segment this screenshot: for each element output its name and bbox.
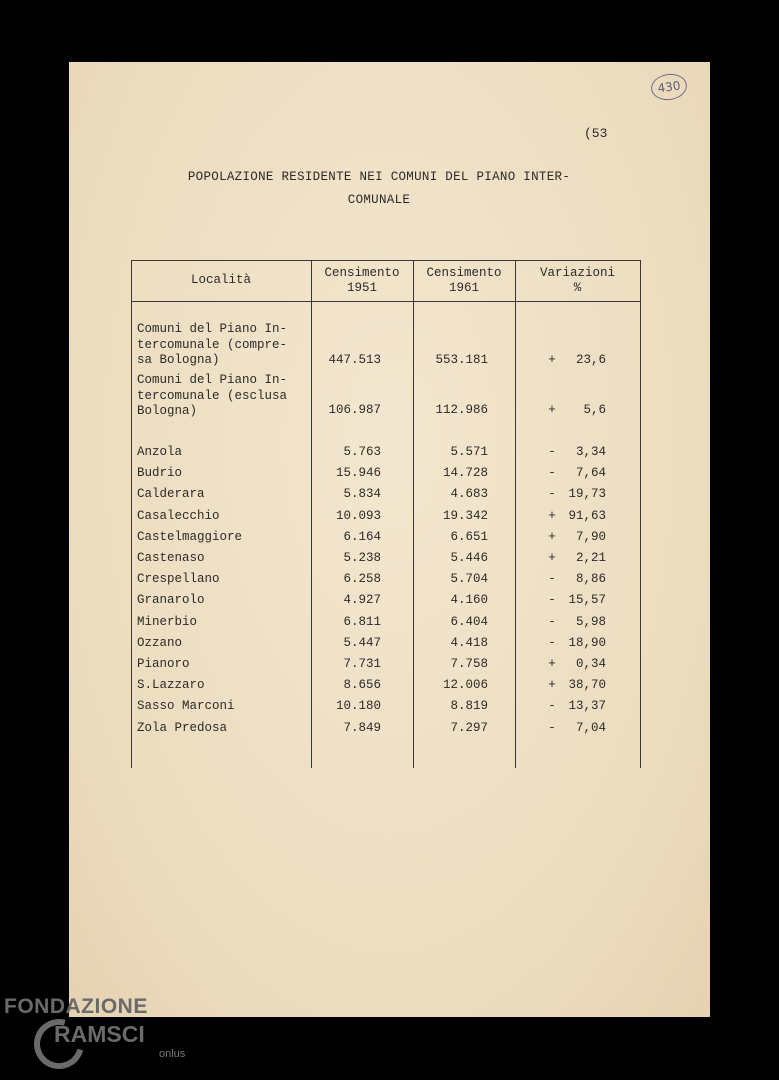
value-1951: 8.656: [343, 678, 381, 693]
header-census-1951-line-2: 1951: [346, 281, 377, 295]
locality-name: Zola Predosa: [137, 720, 228, 735]
variation-sign: +: [548, 353, 556, 367]
document-page: [69, 62, 710, 1017]
value-1951: 106.987: [328, 403, 381, 417]
table-header-rule: [131, 301, 641, 302]
variation-sign: +: [548, 403, 556, 417]
variation-sign: -: [548, 466, 556, 481]
title-line-1: POPOLAZIONE RESIDENTE NEI COMUNI DEL PIANO INTER-: [187, 170, 571, 184]
variation-percent: 91,63: [568, 508, 606, 523]
summary-row-label: [137, 373, 307, 420]
variation-sign: -: [548, 720, 556, 735]
summary-row-label-line: tercomunale (esclusa: [137, 388, 288, 403]
variation-percent: 8,86: [575, 572, 606, 587]
locality-name: Pianoro: [137, 657, 190, 671]
document-title: [129, 166, 629, 212]
variation-sign: -: [548, 699, 556, 714]
summary-row-label-line: tercomunale (compre-: [137, 337, 288, 352]
value-1951: 6.258: [343, 572, 381, 587]
value-1961: 14.728: [442, 466, 488, 481]
variation-percent: 19,73: [568, 487, 606, 502]
variation-percent: 3,34: [575, 445, 606, 459]
variation-percent: 7,90: [575, 529, 606, 544]
locality-name: Minerbio: [137, 614, 198, 629]
value-1961: 6.651: [450, 529, 488, 544]
title-line-2: COMUNALE: [347, 193, 411, 207]
locality-name: Castenaso: [137, 551, 205, 565]
value-1961: 7.758: [450, 657, 488, 671]
value-1961: 8.819: [450, 699, 488, 714]
value-1951: 6.164: [343, 529, 381, 544]
variation-sign: -: [548, 614, 556, 629]
locality-name: Sasso Marconi: [137, 699, 235, 714]
page-number: (53: [584, 126, 608, 141]
variation-percent: 38,70: [568, 678, 606, 693]
column-divider: [131, 260, 132, 768]
value-1961: 553.181: [435, 353, 488, 367]
locality-name: Calderara: [137, 487, 205, 502]
value-1951: 10.180: [335, 699, 381, 714]
value-1951: 5.447: [343, 635, 381, 650]
value-1961: 6.404: [450, 614, 488, 629]
summary-row-label-line: Bologna): [137, 404, 198, 418]
population-table: [131, 260, 641, 768]
locality-name: Anzola: [137, 445, 183, 459]
summary-row-label: [137, 322, 307, 369]
value-1951: 6.811: [343, 614, 381, 629]
header-variation-line-2: %: [573, 281, 582, 295]
variation-percent: 23,6: [575, 353, 606, 367]
locality-name: Crespellano: [137, 572, 220, 587]
archive-number-stamp: 430: [649, 72, 688, 103]
variation-percent: 7,04: [575, 720, 606, 735]
watermark-line-3: onlus: [159, 1048, 186, 1060]
variation-sign: -: [548, 445, 556, 459]
value-1961: 112.986: [435, 403, 488, 417]
variation-percent: 13,37: [568, 699, 606, 714]
header-locality: Località: [190, 273, 251, 287]
variation-percent: 15,57: [568, 593, 606, 608]
table-top-rule: [131, 260, 641, 261]
header-census-1961-line-1: Censimento: [426, 266, 502, 280]
watermark-line-1: FONDAZIONE: [4, 995, 148, 1018]
value-1961: 5.571: [450, 445, 488, 459]
value-1961: 4.418: [450, 635, 488, 650]
locality-name: S.Lazzaro: [137, 678, 205, 693]
header-census-1961: [413, 266, 515, 296]
variation-sign: +: [548, 508, 556, 523]
header-census-1951-line-1: Censimento: [324, 266, 400, 280]
value-1951: 15.946: [335, 466, 381, 481]
variation-percent: 0,34: [575, 657, 606, 671]
locality-name: Budrio: [137, 466, 183, 481]
locality-name: Granarolo: [137, 593, 205, 608]
value-1951: 5.238: [343, 551, 381, 565]
column-divider: [640, 260, 641, 768]
header-census-1961-line-2: 1961: [448, 281, 479, 295]
header-census-1951: [311, 266, 413, 296]
variation-sign: -: [548, 572, 556, 587]
variation-sign: +: [548, 657, 556, 671]
value-1961: 5.704: [450, 572, 488, 587]
variation-percent: 5,6: [583, 403, 606, 417]
value-1951: 5.763: [343, 445, 381, 459]
value-1961: 7.297: [450, 720, 488, 735]
value-1961: 4.160: [450, 593, 488, 608]
summary-row-label-line: Comuni del Piano In-: [137, 322, 288, 336]
variation-sign: -: [548, 593, 556, 608]
fondazione-gramsci-watermark: [4, 995, 194, 1075]
summary-row-label-line: Comuni del Piano In-: [137, 373, 288, 387]
variation-percent: 2,21: [575, 551, 606, 565]
variation-sign: -: [548, 635, 556, 650]
header-variation: [515, 266, 640, 296]
locality-name: Casalecchio: [137, 508, 220, 523]
variation-percent: 7,64: [575, 466, 606, 481]
value-1951: 10.093: [335, 508, 381, 523]
value-1961: 19.342: [442, 508, 488, 523]
value-1951: 447.513: [328, 353, 381, 367]
locality-name: Ozzano: [137, 635, 183, 650]
variation-sign: +: [548, 529, 556, 544]
column-divider: [515, 260, 516, 768]
value-1951: 7.731: [343, 657, 381, 671]
header-variation-line-1: Variazioni: [539, 266, 615, 280]
value-1961: 12.006: [442, 678, 488, 693]
value-1951: 7.849: [343, 720, 381, 735]
locality-name: Castelmaggiore: [137, 529, 243, 544]
value-1951: 5.834: [343, 487, 381, 502]
value-1961: 4.683: [450, 487, 488, 502]
summary-row-label-line: sa Bologna): [137, 353, 220, 367]
variation-sign: -: [548, 487, 556, 502]
watermark-line-2: RAMSCI: [54, 1021, 145, 1047]
variation-percent: 5,98: [575, 614, 606, 629]
variation-percent: 18,90: [568, 635, 606, 650]
variation-sign: +: [548, 678, 556, 693]
value-1951: 4.927: [343, 593, 381, 608]
variation-sign: +: [548, 551, 556, 565]
value-1961: 5.446: [450, 551, 488, 565]
